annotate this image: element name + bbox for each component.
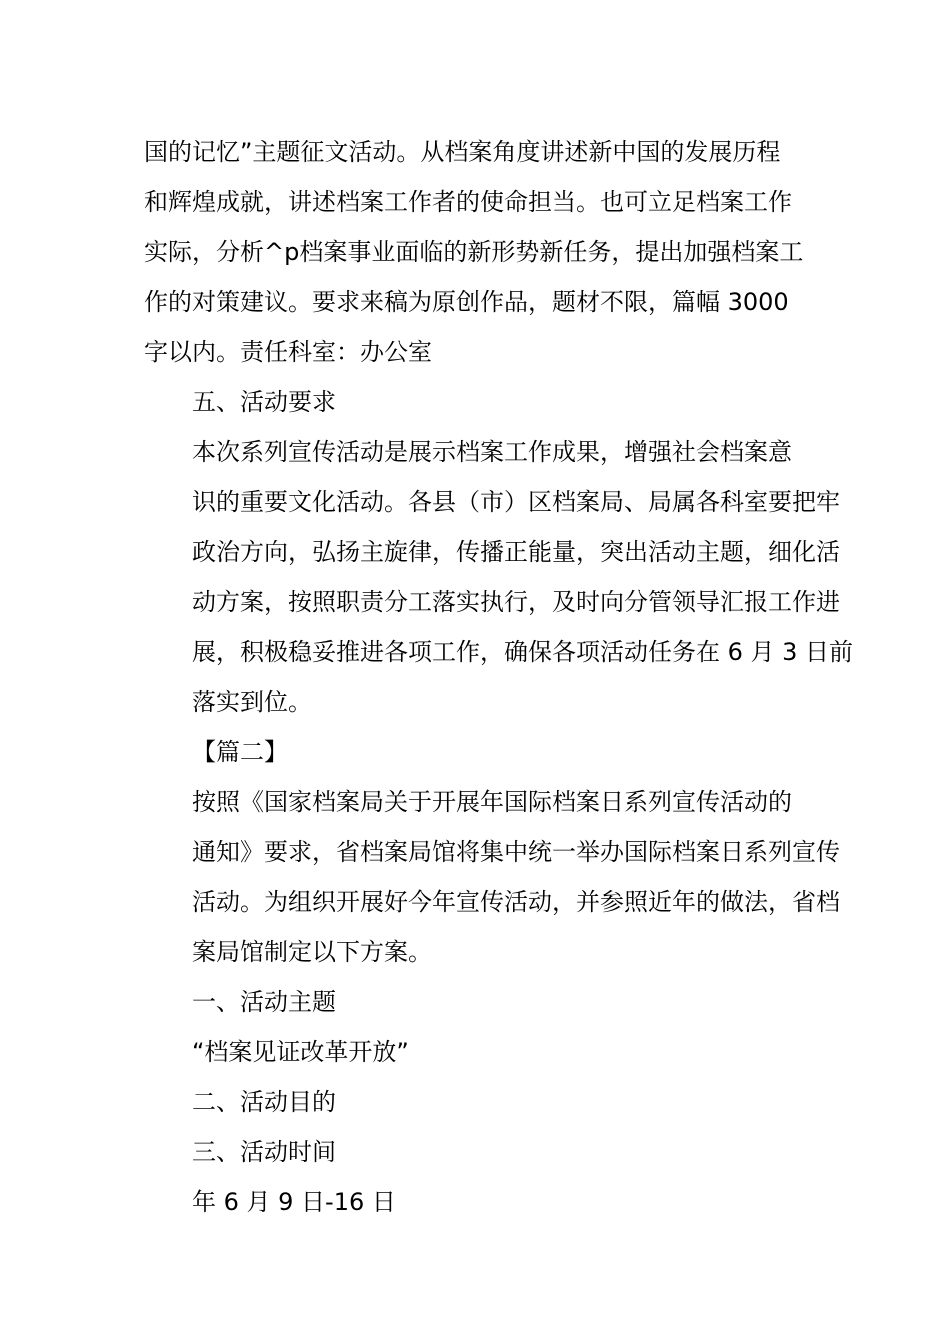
text-line: 按照《国家档案局关于开展年国际档案日系列宣传活动的 xyxy=(192,788,792,816)
text-line: 本次系列宣传活动是展示档案工作成果，增强社会档案意 xyxy=(192,438,792,466)
text-line: 政治方向，弘扬主旋律，传播正能量，突出活动主题，细化活 xyxy=(192,538,840,566)
paragraph xyxy=(144,777,840,977)
text-line: 五、活动要求 xyxy=(192,388,336,416)
text-line: 作的对策建议。要求来稿为原创作品，题材不限，篇幅 3000 xyxy=(144,288,789,316)
paragraph xyxy=(144,1177,808,1227)
text-line: 活动。为组织开展好今年宣传活动，并参照近年的做法，省档 xyxy=(192,888,840,916)
text-line: 展，积极稳妥推进各项工作，确保各项活动任务在 6 月 3 日前 xyxy=(192,638,854,666)
paragraph xyxy=(144,1077,808,1127)
paragraph xyxy=(144,727,808,777)
text-line: 实际，分析^p档案事业面临的新形势新任务，提出加强档案工 xyxy=(144,238,804,266)
paragraph xyxy=(144,1027,808,1077)
paragraph xyxy=(144,377,808,427)
text-line: 案局馆制定以下方案。 xyxy=(192,938,432,966)
text-line: 识的重要文化活动。各县（市）区档案局、局属各科室要把牢 xyxy=(192,488,840,516)
paragraph xyxy=(144,1127,808,1177)
paragraph xyxy=(144,127,808,377)
text-line: “档案见证改革开放” xyxy=(192,1038,409,1066)
text-line: 年 6 月 9 日-16 日 xyxy=(192,1188,396,1216)
text-line: 国的记忆”主题征文活动。从档案角度讲述新中国的发展历程 xyxy=(144,138,781,166)
text-line: 落实到位。 xyxy=(192,688,312,716)
text-line: 三、活动时间 xyxy=(192,1138,336,1166)
text-line: 动方案，按照职责分工落实执行，及时向分管领导汇报工作进 xyxy=(192,588,840,616)
text-line: 一、活动主题 xyxy=(192,988,336,1016)
paragraph xyxy=(144,427,854,727)
paragraph xyxy=(144,977,808,1027)
text-line: 通知》要求，省档案局馆将集中统一举办国际档案日系列宣传 xyxy=(192,838,840,866)
text-line: 字以内。责任科室：办公室 xyxy=(144,338,432,366)
text-line: 二、活动目的 xyxy=(192,1088,336,1116)
text-line: 和辉煌成就，讲述档案工作者的使命担当。也可立足档案工作 xyxy=(144,188,792,216)
text-line: 【篇二】 xyxy=(192,738,288,766)
document-page xyxy=(144,127,854,1227)
